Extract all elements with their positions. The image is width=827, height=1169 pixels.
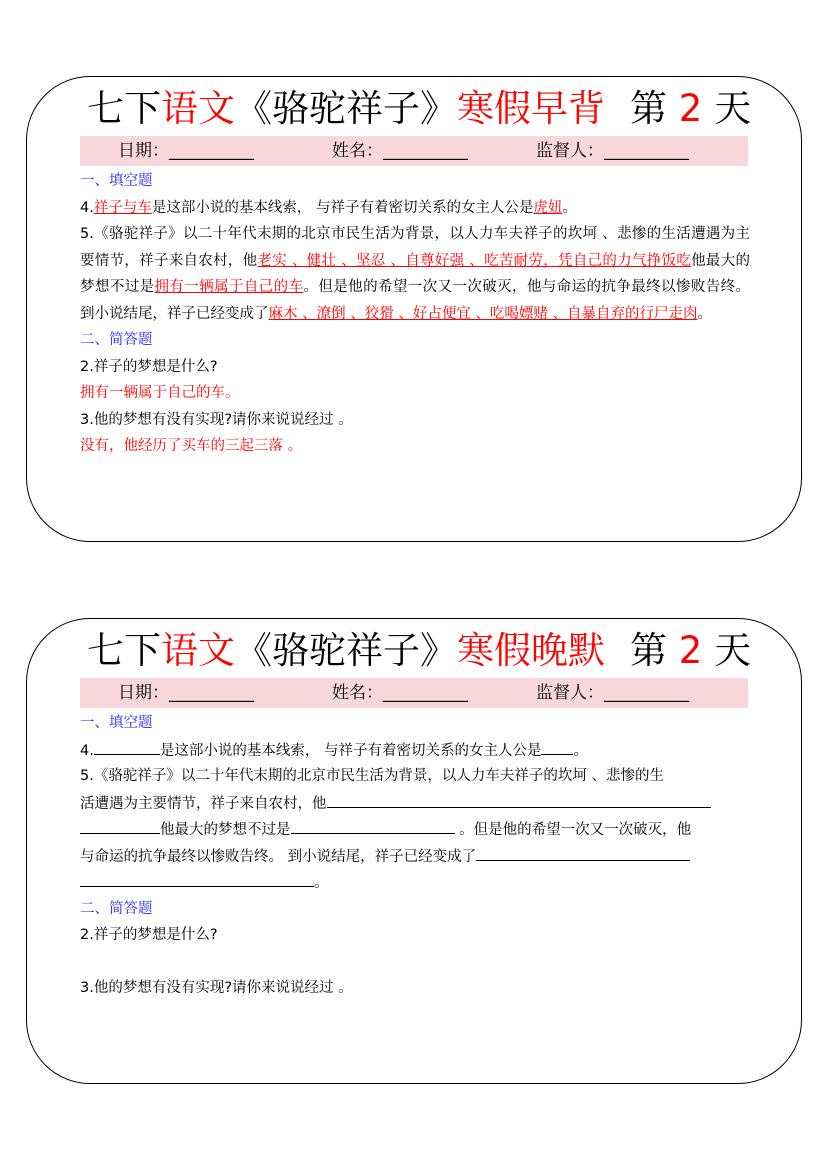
q5-blank-3[interactable] xyxy=(476,843,690,861)
title-mode: 寒假早背 xyxy=(457,87,605,130)
q5-answer-2: 拥有一辆属于自己的车 xyxy=(154,279,304,295)
date-field[interactable]: 日期：__________ xyxy=(118,141,254,161)
card-title xyxy=(27,625,803,677)
q5-text-4: 。 xyxy=(697,305,713,322)
title-book: 《骆驼祥子》 xyxy=(235,87,457,130)
q5-line-5 xyxy=(80,869,750,896)
supervisor-field[interactable]: 监督人：__________ xyxy=(536,141,689,161)
q5-text-1: 5.《骆驼祥子》以二十年代末期的北京市民生活为背景，以人力车夫祥子的坎坷 、悲惨的生活遭遇为主要情节，祥子来自农村，他 xyxy=(80,226,750,269)
title-day-prefix: 第 xyxy=(630,629,679,672)
title-day-suffix: 天 xyxy=(702,87,752,130)
answer-2: 拥有一辆属于自己的车。 xyxy=(80,385,240,401)
section-fill-blank-heading: 一、填空题 xyxy=(80,715,153,731)
question-4 xyxy=(80,195,750,222)
card-title xyxy=(27,83,803,135)
q4-end: 。 xyxy=(573,742,588,759)
title-day-number: 2 xyxy=(678,87,703,130)
name-field[interactable]: 姓名：__________ xyxy=(332,141,468,161)
q5-blank-1[interactable] xyxy=(327,790,711,808)
q5-blank-1-cont[interactable] xyxy=(80,816,160,834)
q5-end: 。 xyxy=(314,875,329,891)
question-3: 3.他的梦想有没有实现?请你来说说经过 。 xyxy=(80,411,353,428)
answer-2-space[interactable] xyxy=(80,949,750,976)
q5-line-2 xyxy=(80,790,750,817)
q4-blank-1[interactable] xyxy=(94,737,160,755)
answer-3: 没有，他经历了买车的三起三落 。 xyxy=(80,438,303,454)
q5-line-4 xyxy=(80,843,750,870)
q5-line-1: 5.《骆驼祥子》以二十年代末期的北京市民生活为背景，以人力车夫祥子的坎坷 、悲惨的生 xyxy=(80,768,664,784)
q5-blank-2[interactable] xyxy=(291,816,455,834)
evening-card xyxy=(26,618,802,1084)
q5-text-3: 。但是他的希望一次又一次破灭，他与命运的抗争最终以惨败告终。 到小说结尾，祥子已经变成了 xyxy=(80,279,751,322)
card-content xyxy=(80,710,750,1002)
question-4 xyxy=(80,737,750,764)
q5-text-2: 他最大的梦想不过是 xyxy=(80,252,751,295)
q5-text-3a: 他最大的梦想不过是 xyxy=(160,822,291,838)
q5-text-4: 与命运的抗争最终以惨败告终。 到小说结尾，祥子已经变成了 xyxy=(80,848,477,865)
name-field[interactable]: 姓名：__________ xyxy=(332,683,468,703)
date-field[interactable]: 日期：__________ xyxy=(118,683,254,703)
card-content xyxy=(80,168,750,460)
q5-answer-3: 麻木 、潦倒 、狡猾 、好占便宜 、吃喝嫖赌 、自暴自弃的行尸走肉 xyxy=(268,305,698,322)
title-subject: 语文 xyxy=(161,87,235,130)
q4-number: 4. xyxy=(80,742,94,759)
question-5 xyxy=(80,221,750,327)
q4-number: 4. xyxy=(80,199,94,216)
q4-answer-1: 祥子与车 xyxy=(93,199,152,216)
q4-answer-2: 虎妞 xyxy=(533,199,563,216)
q5-text-3b: 。但是他的希望一次又一次破灭，他 xyxy=(454,822,692,838)
info-bar xyxy=(80,678,748,708)
q5-line-3 xyxy=(80,816,750,843)
supervisor-field[interactable]: 监督人：__________ xyxy=(536,683,689,703)
q4-text: 是这部小说的基本线索， 与祥子有着密切关系的女主人公是 xyxy=(159,742,542,759)
title-day-number: 2 xyxy=(678,629,703,672)
question-2: 2.祥子的梦想是什么? xyxy=(80,927,218,943)
q5-blank-3-cont[interactable] xyxy=(80,869,314,887)
title-day-suffix: 天 xyxy=(702,629,752,672)
q5-text-2: 活遭遇为主要情节，祥子来自农村，他 xyxy=(80,795,327,812)
title-grade: 七下 xyxy=(87,87,161,130)
q5-answer-1: 老实 、健壮 、坚忍 、自尊好强 、吃苦耐劳，凭自己的力气挣饭吃 xyxy=(257,252,692,269)
title-mode: 寒假晚默 xyxy=(457,629,605,672)
morning-card xyxy=(26,76,802,542)
title-subject: 语文 xyxy=(161,629,235,672)
info-bar xyxy=(80,136,748,166)
title-grade: 七下 xyxy=(87,629,161,672)
q4-blank-2[interactable] xyxy=(541,737,573,755)
question-3: 3.他的梦想有没有实现?请你来说说经过 。 xyxy=(80,980,353,996)
section-fill-blank-heading: 一、填空题 xyxy=(80,173,153,189)
section-short-answer-heading: 二、简答题 xyxy=(80,900,153,917)
question-2: 2.祥子的梦想是什么? xyxy=(80,358,218,375)
section-short-answer-heading: 二、简答题 xyxy=(80,332,153,348)
title-day-prefix: 第 xyxy=(630,87,679,130)
q4-text: 是这部小说的基本线索， 与祥子有着密切关系的女主人公是 xyxy=(151,199,534,216)
q4-end: 。 xyxy=(562,199,577,216)
title-book: 《骆驼祥子》 xyxy=(235,629,457,672)
